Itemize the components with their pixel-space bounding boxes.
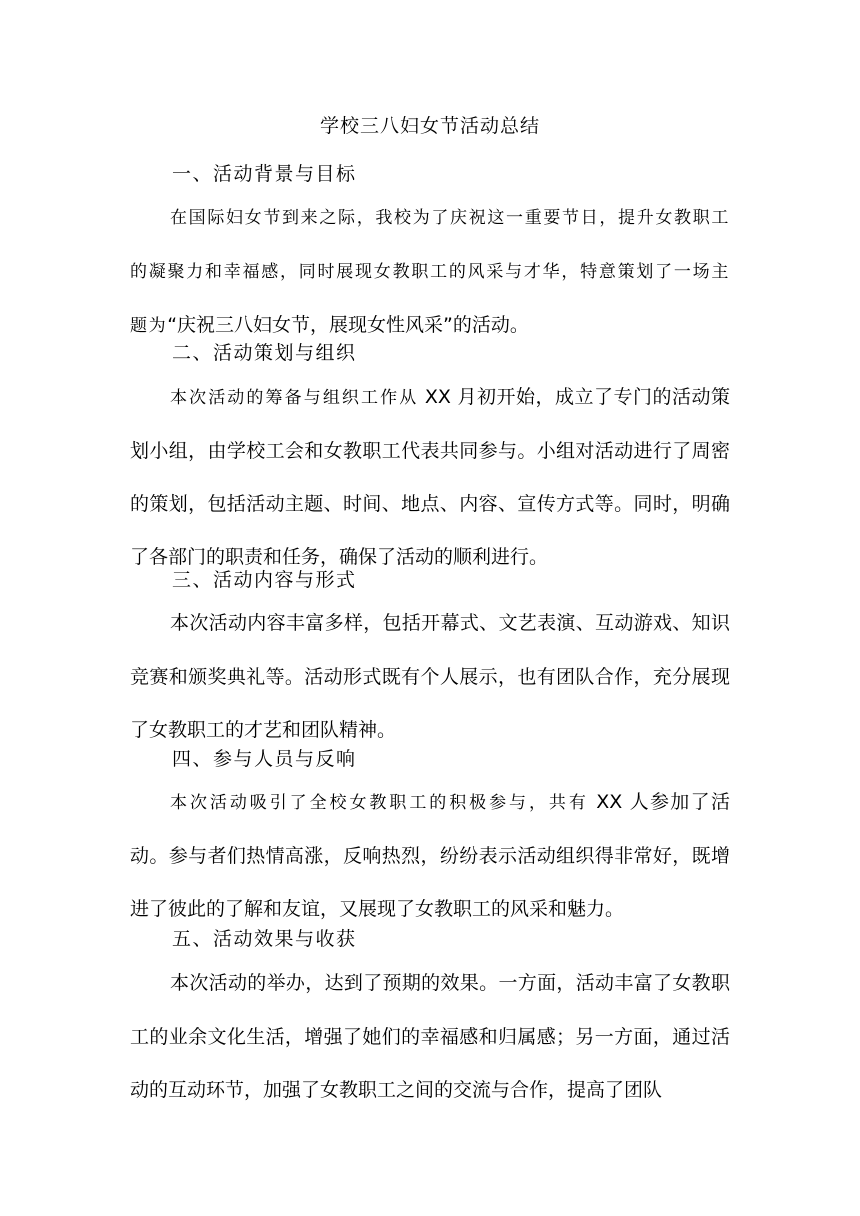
section-paragraph-background-goals [130,191,730,353]
section-paragraph-effects-gains [130,957,730,1117]
section-heading-background-goals: 一、活动背景与目标 [172,163,357,185]
document-title: 学校三八妇女节活动总结 [319,115,540,137]
paragraph-body-text: “庆祝三八妇女节，展现女性风采”的活动。 [167,314,529,336]
section-heading-planning-organization: 二、活动策划与组织 [172,342,357,364]
section-paragraph-content-format [130,597,730,757]
paragraph-body-text: XX 月初开始，成立了专门的活动策划小组，由学校工会和女教职工代表共同参与。小组对活动进行了周密的策划，包括活动主题、时间、地点、内容、宣传方式等。同时，明确了各部门的职责和任务，确保了活动的顺利进行。 [130,386,730,568]
section-heading-participants-response: 四、参与人员与反响 [172,748,357,770]
paragraph-body-text: 本次活动内容丰富多样，包括开幕式、文艺表演、互动游戏、知识竞赛和颁奖典礼等。活动形式既有个人展示，也有团队合作，充分展现了女教职工的才艺和团队精神。 [130,612,730,741]
paragraph-body-text: 本次活动的举办，达到了预期的效果。一方面，活动丰富了女教职工的业余文化生活，增强了她们的幸福感和归属感；另一方面，通过活动的互动环节，加强了女教职工之间的交流与合作，提高了团队 [130,972,730,1101]
paragraph-body-text: XX 人参加了活动。参与者们热情高涨，反响热烈，纷纷表示活动组织得非常好，既增进了彼此的了解和友谊，又展现了女教职工的风采和魅力。 [130,791,730,920]
paragraph-lead-text: 本次活动吸引了全校女教职工的积极参与，共有 [170,793,589,813]
section-paragraph-planning-organization [130,371,730,584]
paragraph-lead-text: 在国际妇女节到来之际，我校为了庆祝这一重要节日，提升女教职工的凝聚力和幸福感，同时展现女教职工的风采与才华，特意策划了一场主题为 [130,208,730,336]
section-heading-content-format: 三、活动内容与形式 [172,569,357,591]
section-paragraph-participants-response [130,776,730,936]
paragraph-lead-text: 本次活动的筹备与组织工作从 [170,388,419,408]
section-heading-effects-gains: 五、活动效果与收获 [172,928,357,950]
